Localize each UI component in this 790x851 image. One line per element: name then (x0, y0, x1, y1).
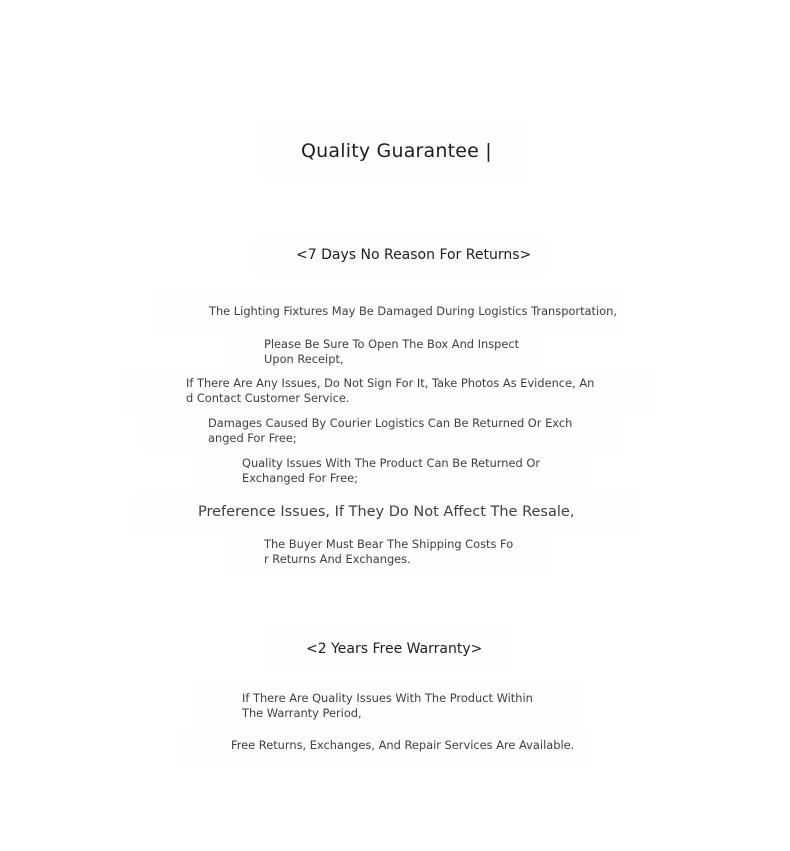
returns-text-inspect: Please Be Sure To Open The Box And Inspect Upon Receipt, (264, 337, 520, 366)
returns-text-preference: Preference Issues, If They Do Not Affect The Resale, (198, 504, 575, 520)
warranty-text-services: Free Returns, Exchanges, And Repair Services Are Available. (231, 738, 575, 752)
returns-text-transport: The Lighting Fixtures May Be Damaged During Logistics Transportation, (209, 304, 617, 318)
warranty-text-period: If There Are Quality Issues With The Product Within The Warranty Period, (242, 691, 533, 720)
returns-text-courier-damage: Damages Caused By Courier Logistics Can Be Returned Or Exch anged For Free; (208, 416, 573, 445)
returns-text-quality-issues: Quality Issues With The Product Can Be Returned Or Exchanged For Free; (242, 456, 541, 485)
returns-text-shipping-costs: The Buyer Must Bear The Shipping Costs Fo r Returns And Exchanges. (264, 537, 514, 566)
warranty-heading: <2 Years Free Warranty> (306, 641, 483, 657)
returns-text-issues: If There Are Any Issues, Do Not Sign For It, Take Photos As Evidence, An d Contact Customer Service. (186, 376, 595, 405)
page-title: Quality Guarantee | (301, 140, 492, 162)
returns-heading: <7 Days No Reason For Returns> (296, 247, 532, 263)
